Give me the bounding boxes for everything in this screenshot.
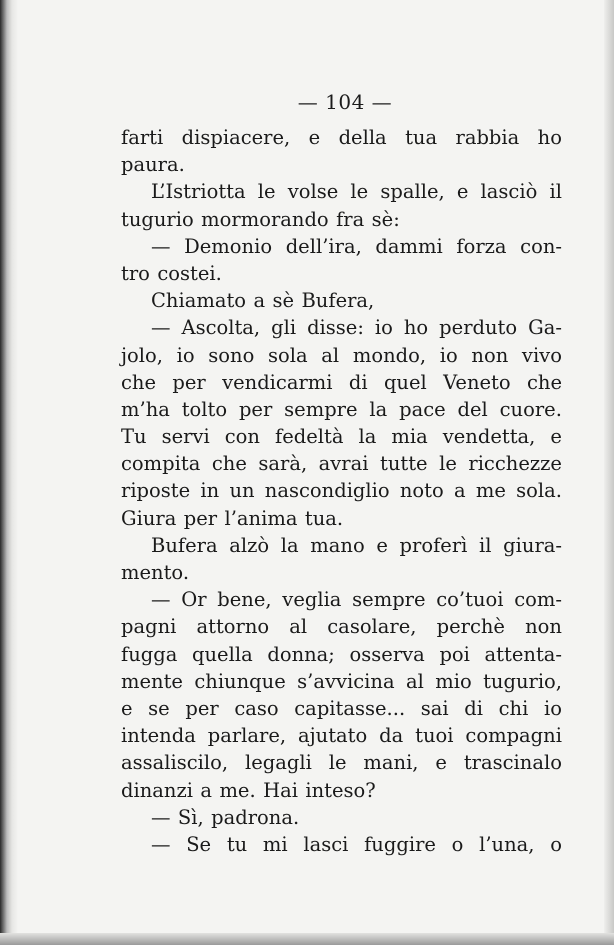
body-text (121, 124, 562, 858)
text-line: mente chiunque s’avvicina al mio tugurio, (121, 669, 562, 693)
page-binding-shadow (0, 0, 18, 945)
text-line: dinanzi a me. Hai inteso? (121, 778, 376, 802)
text-line: e se per caso capitasse... sai di chi io (121, 696, 562, 720)
text-line: pagni attorno al casolare, perchè non (121, 615, 562, 639)
text-line: — Se tu mi lasci fuggire o l’una, o (151, 832, 562, 856)
text-line: Bufera alzò la mano e proferì il giura- (151, 533, 562, 557)
text-line: paura. (121, 153, 185, 177)
text-line: Giura per l’anima tua. (121, 506, 344, 530)
text-line: — Sì, padrona. (151, 805, 300, 829)
text-line: jolo, io sono sola al mondo, io non vivo (121, 343, 562, 367)
text-line: L’Istriotta le volse le spalle, e lasciò il (151, 180, 562, 204)
text-line: Tu servi con fedeltà la mia vendetta, e (121, 425, 562, 449)
page-right-edge (604, 0, 614, 945)
text-line: che per vendicarmi di quel Veneto che (121, 370, 562, 394)
text-line: compita che sarà, avrai tutte le ricchezze (121, 452, 562, 476)
text-line: m’ha tolto per sempre la pace del cuore. (121, 397, 562, 421)
text-line: Chiamato a sè Bufera, (151, 289, 375, 313)
text-line: riposte in un nascondiglio noto a me sola. (121, 479, 562, 503)
text-line: — Ascolta, gli disse: io ho perduto Ga- (151, 316, 562, 340)
text-line: tro costei. (121, 261, 222, 285)
text-line: fugga quella donna; osserva poi attenta- (121, 642, 562, 666)
text-line: — Or bene, veglia sempre co’tuoi com- (151, 588, 562, 612)
text-line: assaliscilo, legagli le mani, e trascinalo (121, 751, 562, 775)
text-line: tugurio mormorando fra sè: (121, 207, 400, 231)
text-line: mento. (121, 561, 190, 584)
text-line: — Demonio dell’ira, dammi forza con- (151, 234, 562, 258)
page-bottom-edge (0, 933, 614, 945)
page-number: — 104 — (297, 90, 393, 114)
text-line: intenda parlare, ajutato da tuoi compagni (121, 724, 562, 748)
text-line: farti dispiacere, e della tua rabbia ho (121, 126, 562, 149)
